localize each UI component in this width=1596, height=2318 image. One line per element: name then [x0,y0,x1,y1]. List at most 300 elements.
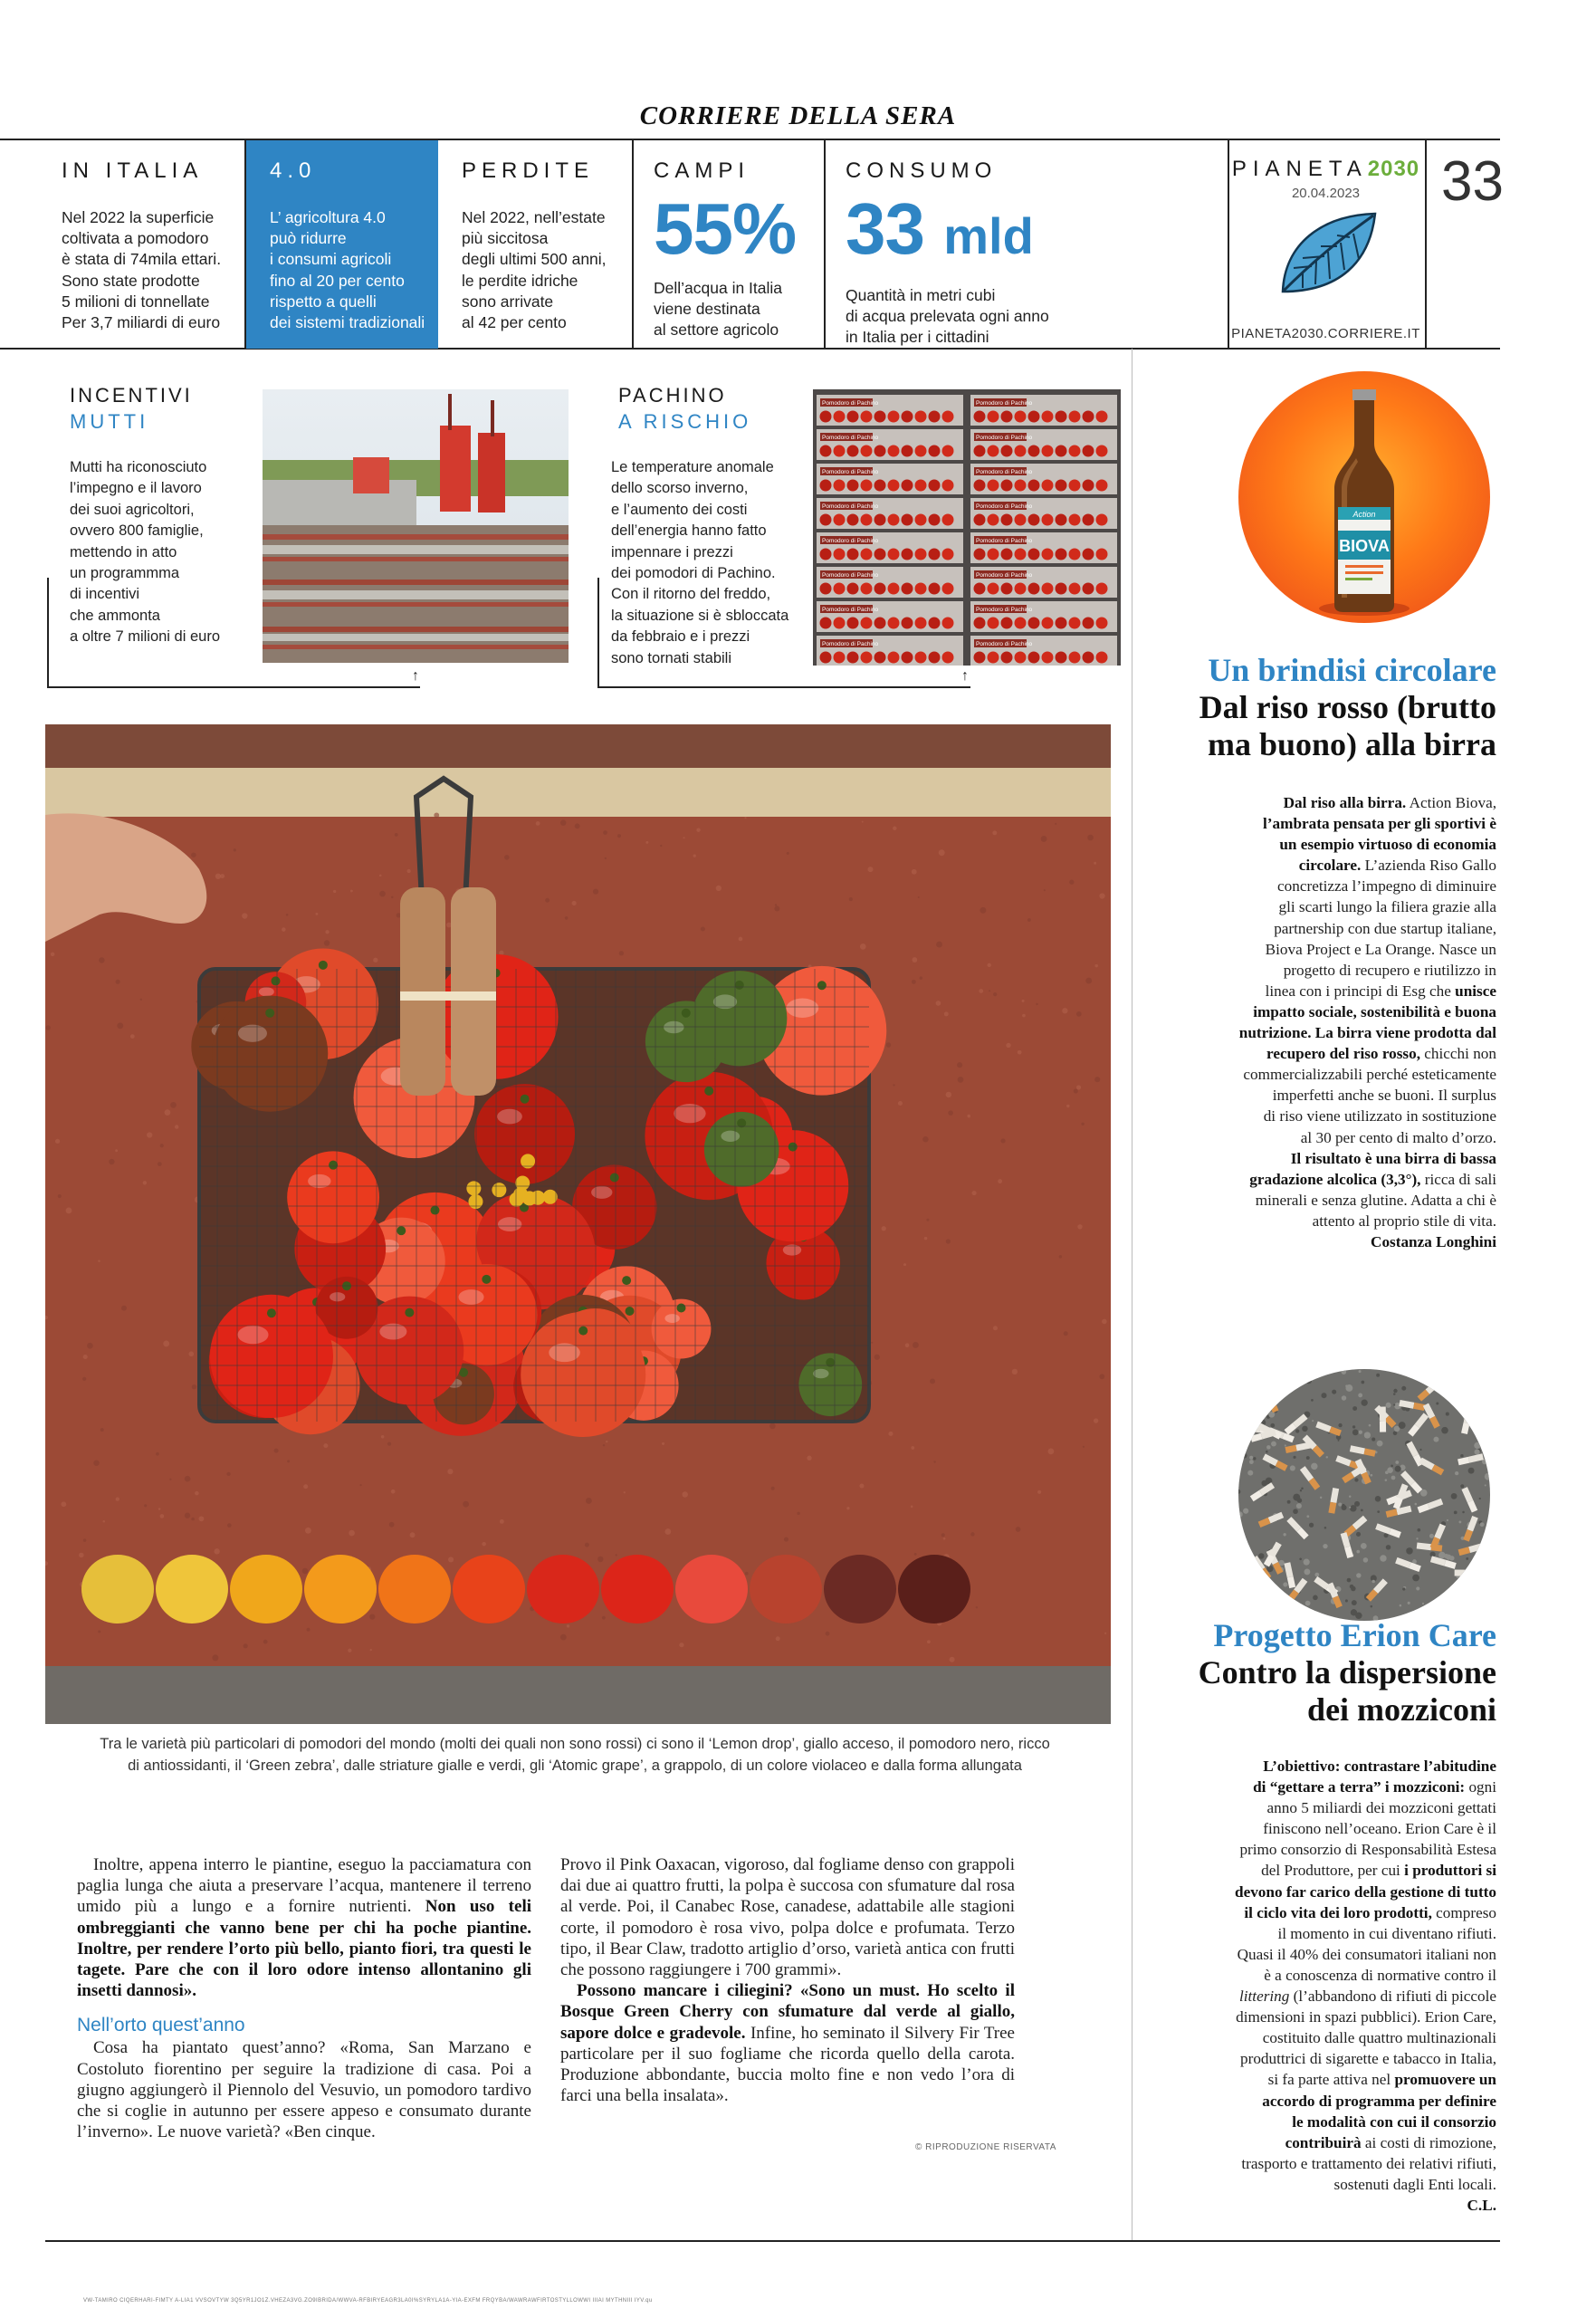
soil-speck [66,1208,72,1214]
cherry-tomato [1056,514,1067,526]
soil-speck [575,823,580,829]
butt-paper [1468,1453,1484,1462]
gravel [1406,1547,1412,1554]
gravel [1466,1569,1467,1571]
soil-speck [1044,889,1046,891]
cherry-tomato [902,514,913,526]
stat-perdite [462,140,634,349]
gravel [1371,1580,1375,1584]
gravel [1305,1601,1311,1606]
soil-speck [603,1444,605,1446]
gravel [1352,1430,1359,1436]
crate-label-text: Pomodoro di Pachino [822,607,879,613]
cigarette-butt [1380,1407,1386,1432]
tomato-highlight [813,1369,828,1378]
cherry-tomato [861,514,873,526]
text-line: l’ambrata pensata per gli sportivi è [1263,815,1496,833]
gravel [1485,1484,1486,1486]
cherry-tomato [874,445,886,457]
soil-speck [701,926,705,931]
gravel [1459,1401,1462,1403]
gravel [1478,1394,1483,1398]
cherry-tomato [1001,652,1013,664]
soil-speck [745,1572,749,1576]
stat-body: Quantità in metri cubi di acqua prelevata ogni anno in Italia per i cittadini [846,286,1049,347]
soil-speck [1041,836,1047,842]
gravel [1304,1559,1310,1566]
gravel [1485,1473,1490,1480]
soil-speck [82,1377,86,1381]
cherry-tomato [1083,618,1094,629]
soil-speck [946,1092,951,1097]
cherry-tomato [942,549,954,560]
butt-paper [1399,1400,1414,1409]
cherry-tomato [1069,652,1081,664]
incentivi-text: Mutti ha riconosciuto l’impegno e il lavoro dei suoi agricoltori, ovvero 800 famiglie, mettendo in atto un programmma di incentivi che ammonta a oltre 7 milioni di euro [70,459,220,646]
cherry-tomato [1042,652,1054,664]
gravel [1361,1543,1367,1549]
cherry-tomato [874,411,886,423]
gravel [1416,1586,1419,1590]
gravel [1271,1442,1276,1447]
butt-paper [1415,1413,1429,1428]
gravel [1293,1509,1298,1514]
gravel [1393,1404,1395,1406]
tomato-stem [271,976,280,985]
gravel [1482,1440,1485,1442]
cherry-tomato [988,549,999,560]
soil-speck [888,1432,893,1436]
color-row-tomato [601,1555,674,1624]
cigarette-butt [1328,1488,1339,1514]
soil-speck [1104,1633,1106,1634]
cherry-tomato [1028,583,1040,595]
crate-label-text: Pomodoro di Pachino [976,469,1033,475]
gravel [1422,1603,1424,1604]
beer-tag-label: Action [1352,510,1376,519]
gravel [1280,1377,1282,1379]
cherry-tomato [902,652,913,664]
text-line: accordo di programma per definire [1262,2092,1496,2110]
gravel [1269,1369,1275,1375]
pianeta-2030-logo [1228,140,1423,347]
gravel [1305,1378,1312,1384]
text-line: littering (l’abbandono di rifiuti di piccole [1238,1988,1496,2006]
gravel [1304,1568,1310,1575]
soil-speck [871,1342,873,1344]
gravel [1477,1558,1479,1561]
soil-speck [214,1548,219,1554]
cherry-tomato [1001,549,1013,560]
cherry-tomato [1096,411,1108,423]
text-line: minerali e senza glutine. Adatta a chi è [1255,1191,1496,1209]
gravel [1363,1557,1368,1562]
cherry-tomato [1096,514,1108,526]
cherry-tomato [1015,411,1027,423]
gravel [1356,1550,1360,1554]
gravel [1352,1406,1357,1411]
gravel [1418,1528,1421,1532]
butt-filter [1457,1389,1466,1401]
pianeta-url: PIANETA2030.CORRIERE.IT [1231,326,1420,341]
stat-label: 4.0 [270,158,317,183]
color-row-tomato [453,1555,525,1624]
cherry-tomato [1001,445,1013,457]
gravel [1380,1555,1386,1561]
cherry-tomato [1028,652,1040,664]
bottom-rule [45,2240,1500,2242]
up-arrow-icon: ↑ [961,668,969,684]
soil-speck [227,1523,232,1528]
gravel [1321,1375,1323,1376]
gravel [1338,1502,1342,1506]
cherry-tomato [861,652,873,664]
cherry-tomato [974,514,986,526]
soil-speck [323,1443,328,1448]
soil-speck [117,1022,123,1029]
gravel [1305,1609,1309,1614]
cigarette-butt [1315,1422,1342,1436]
text-line: primo consorzio di Responsabilità Estesa [1239,1841,1496,1859]
soil-speck [130,1034,135,1039]
text-line: gli scarti lungo la filiera grazie alla [1278,898,1496,916]
soil-speck [410,1532,416,1537]
gravel [1242,1405,1247,1411]
butt-filter [1250,1433,1262,1442]
cherry-tomato [820,514,832,526]
cigarette-butt [1286,1517,1308,1539]
gravel [1238,1511,1243,1518]
soil-speck [603,830,607,835]
gravel [1293,1494,1300,1501]
stat-4-0 [246,140,438,349]
cherry-tomato [902,445,913,457]
soil-speck [926,1219,929,1221]
butt-paper [1380,1407,1386,1422]
text-line: il momento in cui diventano rifiuti. [1277,1924,1496,1942]
cherry-tomato [942,411,954,423]
gravel [1460,1454,1463,1457]
gravel [1359,1370,1362,1373]
soil-speck [226,1472,230,1476]
gravel [1295,1429,1299,1432]
cherry-tomato [1028,514,1040,526]
soil-speck [100,1428,104,1432]
butt-paper [1294,1578,1307,1594]
soil-speck [191,852,196,857]
cherry-tomato [888,652,900,664]
cherry-tomato [820,583,832,595]
cherry-tomato [915,618,927,629]
soil-speck [846,1507,849,1509]
tomato-highlight [458,1289,483,1305]
cherry-tomato [834,618,846,629]
soil-speck [1081,1123,1084,1125]
soil-speck [391,896,393,898]
gravel [1480,1522,1485,1527]
cherry-tomato [1083,514,1094,526]
cherry-tomato [888,445,900,457]
gravel [1458,1378,1464,1384]
gravel [1478,1566,1486,1574]
butt-filter [1287,1576,1295,1588]
cherry-tomato [847,583,859,595]
soil-speck [188,1352,194,1357]
soil-speck [948,1110,953,1116]
butt-paper [1375,1523,1391,1534]
soil-speck [55,1139,60,1144]
crate-label-text: Pomodoro di Pachino [822,469,879,475]
gravel [1349,1507,1351,1509]
cherry-tomato [1069,411,1081,423]
soil-speck [504,855,510,860]
soil-speck [993,992,997,996]
tomato-highlight [498,1217,521,1231]
color-row-tomato [675,1555,748,1624]
brindisi-headline: Dal riso rosso (brutto ma buono) alla birra [1199,689,1496,762]
soil-speck [769,1423,776,1430]
butt-paper [1453,1375,1463,1390]
gravel [1402,1587,1405,1590]
soil-speck [175,1125,179,1129]
soil-speck [597,1557,603,1562]
soil-speck [912,957,917,963]
gravel [1377,1510,1380,1513]
stat-big-number: 33 mld [846,188,1034,269]
soil-speck [98,1631,100,1633]
gravel [1408,1602,1410,1604]
crate-label-text: Pomodoro di Pachino [976,641,1033,647]
butt-filter [1418,1503,1430,1513]
soil-speck [1062,1008,1067,1013]
butt-filter [1328,1502,1336,1514]
soil-speck [500,1519,504,1524]
soil-speck [567,1624,569,1627]
soil-speck [242,913,247,918]
cherry-tomato [929,618,941,629]
soil-speck [406,869,410,873]
gravel [1241,1444,1247,1450]
pianeta-brand: PIANETA2030 [1231,157,1420,181]
stat-divider [824,140,826,348]
cherry-tomato [861,480,873,492]
butt-paper [1461,1487,1473,1502]
gravel [1412,1575,1419,1582]
crate-label-text: Pomodoro di Pachino [976,400,1033,407]
article-column-right [560,1854,1015,2106]
cherry-tomato [1042,411,1054,423]
soil-speck [1018,1050,1022,1055]
soil-speck [860,943,866,950]
soil-speck [993,1326,998,1330]
gravel [1447,1519,1448,1521]
gravel [1311,1399,1314,1402]
cherry-tomato [847,618,859,629]
cherry-tomato [974,549,986,560]
cherry-tomato [1015,480,1027,492]
cherry-tomato [847,514,859,526]
cherry-tomato [915,514,927,526]
beer-image [1238,371,1490,623]
soil-speck [1006,1043,1010,1048]
tomato-highlight [591,1186,612,1199]
tomato-highlight [330,1292,345,1301]
gravel [1401,1386,1406,1391]
gravel [1370,1474,1372,1477]
soil-speck [349,1530,355,1537]
cherry-tomato [888,549,900,560]
cherry-tomato [988,480,999,492]
soil-speck [1087,835,1094,841]
gravel [1294,1605,1297,1609]
gravel [1268,1412,1275,1418]
soil-speck [324,940,330,945]
cherry-tomato [902,618,913,629]
soil-speck [158,1162,162,1166]
gravel [1395,1466,1401,1472]
soil-speck [350,890,353,893]
gravel [1349,1496,1351,1498]
gravel [1345,1599,1348,1602]
gravel [1359,1430,1362,1433]
gravel [1305,1609,1306,1611]
stat-label: CONSUMO [846,158,998,183]
soil-speck [1076,1085,1081,1089]
cigarette-butt [1408,1413,1429,1436]
text-line: dimensioni in spazi pubblici). Erion Care, [1236,2008,1496,2026]
soil-speck [624,1491,626,1493]
gravel [1297,1606,1300,1609]
soil-speck [79,1553,84,1558]
crate-label-text: Pomodoro di Pachino [822,435,879,441]
gravel [1371,1438,1375,1442]
text-line: le modalità con cui il consorzio [1292,2112,1496,2131]
soil-speck [102,1520,105,1523]
soil-speck [51,953,55,957]
cherry-tomato [861,411,873,423]
soil-speck [83,1355,88,1359]
soil-speck [976,1606,978,1608]
soil-speck [1000,1138,1005,1143]
soil-speck [46,1025,51,1030]
soil-speck [936,942,942,948]
cherry-tomato [1015,445,1027,457]
soil-speck [185,1476,191,1482]
soil-speck [1055,823,1056,825]
article-paragraph: Cosa ha piantato quest’anno? «Roma, San Marzano e Costoluto fiorentino per seguire la tradizione di casa. Poi a giugno aggiungerò il Piennolo del Vesuvio, un pomodoro tardivo che si coglie in autunno per essere appeso e consumato durante l’inverno». Le nuove varietà? «Ben cinque. [77,2038,531,2142]
soil-speck [980,907,986,914]
cherry-tomato [942,480,954,492]
cherry-tomato [888,411,900,423]
cherry-tomato [1028,411,1040,423]
erion-body [1152,1756,1496,2216]
gravel [1301,1488,1304,1490]
text-line: linea con i principi di Esg che unisce [1265,982,1496,1000]
soil-speck [140,999,142,1001]
cigarette-butt [1463,1516,1478,1542]
cherry-tomato [820,411,832,423]
soil-speck [739,937,743,942]
color-row-tomato [824,1555,896,1624]
soil-speck [1077,1224,1082,1229]
tomato-stem [610,1173,619,1183]
cherry-tomato [942,445,954,457]
issue-date: 20.04.2023 [1291,186,1361,201]
gravel [1347,1578,1352,1583]
gravel [1479,1498,1481,1499]
soil-speck [348,1649,351,1652]
soil-speck [696,829,700,832]
gravel [1326,1456,1328,1458]
gravel [1369,1424,1371,1427]
gravel [1342,1369,1346,1374]
cherry-tomato [1069,583,1081,595]
soil-speck [305,1528,311,1534]
gravel [1242,1453,1245,1456]
soil-speck [379,891,386,897]
soil-speck [144,1504,147,1507]
cherry-tomato [1042,445,1054,457]
butt-paper [1263,1387,1275,1403]
cherry-tomato [902,549,913,560]
soil-speck [463,1501,469,1508]
gravel [1311,1463,1317,1470]
cherry-tomato [1096,445,1108,457]
cigarette-butt [1350,1445,1376,1456]
gravel [1483,1413,1486,1415]
butt-filter [1444,1560,1456,1569]
cigarette-butt [1258,1512,1285,1528]
gravel [1419,1449,1421,1451]
soil-speck [939,849,945,856]
text-line: anno 5 miliardi dei mozziconi gettati [1266,1799,1496,1817]
soil-speck [147,1132,152,1137]
cherry-tomato [929,652,941,664]
butt-paper [1335,1455,1351,1466]
pachino-crates-photo [813,389,1121,666]
butt-filter [1285,1445,1296,1453]
stat-consumo [846,140,1081,349]
cherry-tomato [915,411,927,423]
gravel [1324,1372,1328,1375]
soil-speck [913,1342,919,1348]
text-line: partnership con due startup italiane, [1274,919,1496,937]
soil-speck [617,834,621,838]
gravel [1475,1449,1480,1454]
gravel [1375,1496,1381,1502]
cherry-tomato [1028,549,1040,560]
gravel [1314,1573,1319,1577]
gravel [1238,1451,1244,1457]
text-line: progetto di recupero e riutilizzo in [1283,961,1496,979]
tomato-highlight [721,1131,740,1142]
erion-headline: Contro la dispersione dei mozziconi [1198,1654,1496,1728]
soil-speck [565,916,569,920]
gravel [1356,1573,1361,1577]
cherry-tomato [942,618,954,629]
butt-filter [1461,1422,1469,1434]
soil-speck [143,1181,147,1184]
gravel [1476,1369,1479,1371]
cherry-tomato [847,652,859,664]
soil-speck [912,980,916,984]
gravel [1300,1489,1302,1491]
article-paragraph: Possono mancare i ciliegini? «Sono un must. Ho scelto il Bosque Green Cherry con sfumature dal verde al giallo, sapore dolce e gradevole. Infine, ho seminato il Silvery Fir Tree particolare per il suo fogliame che ricorda quello della carota. Produzione abbondante, buccia molto fine e non vedo l’ora di farci una bella insalata». [560,1981,1015,2106]
text-line: attento al proprio stile di vita. [1312,1212,1496,1230]
tomato-stem [704,1087,713,1096]
incentivi-title: INCENTIVI MUTTI [70,384,193,433]
soil-speck [967,1115,970,1118]
